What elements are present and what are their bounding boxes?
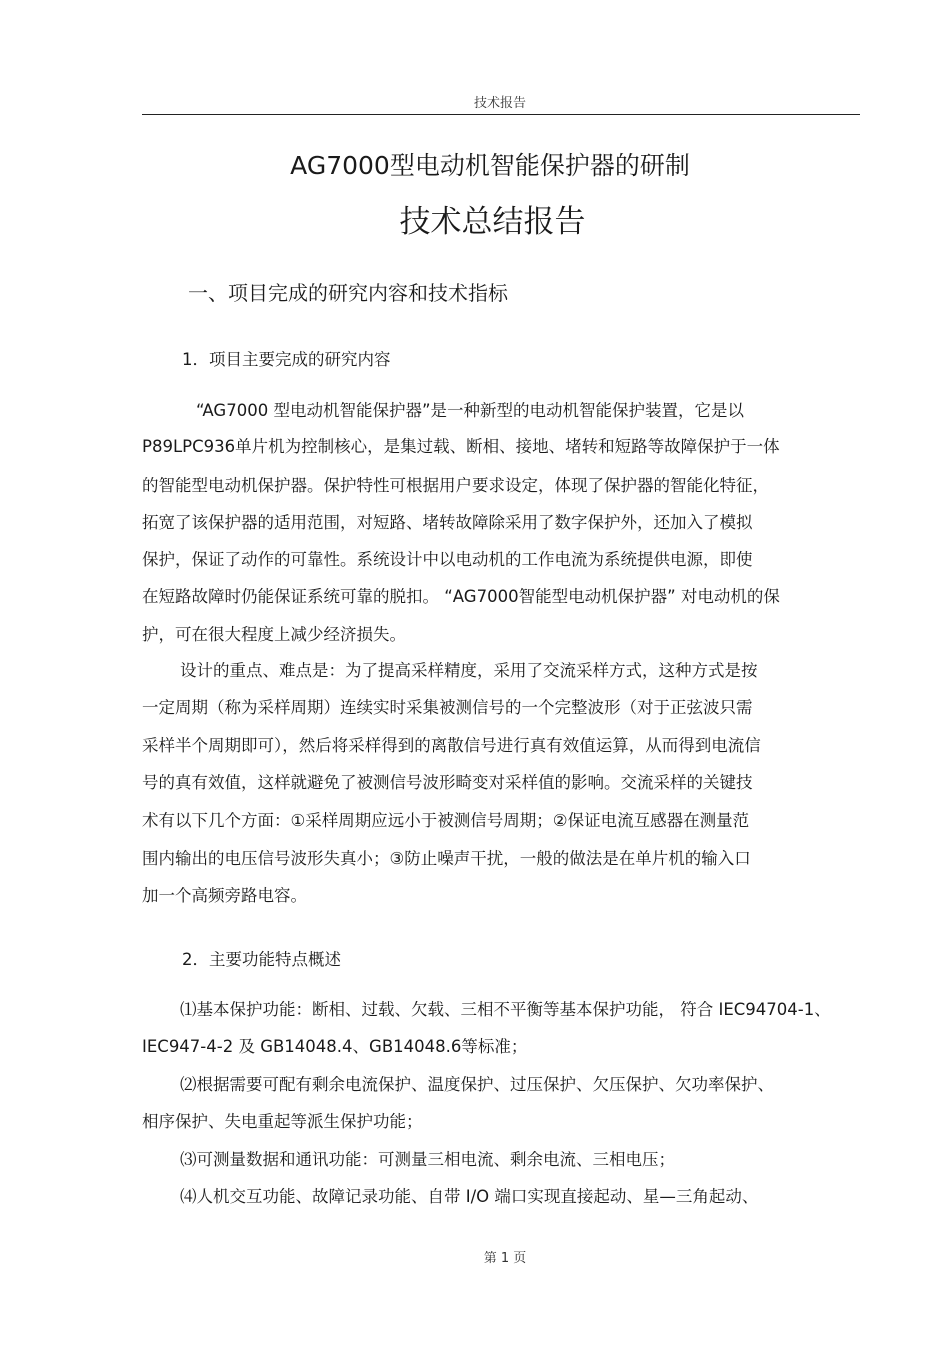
subsection-heading-1: 1．项目主要完成的研究内容 — [182, 350, 391, 369]
header-divider — [142, 114, 860, 115]
list-item: 相序保护、失电重起等派生保护功能； — [142, 1112, 423, 1131]
document-subtitle: 技术总结报告 — [399, 204, 586, 240]
paragraph-line: 加一个高频旁路电容。 — [142, 886, 307, 905]
paragraph-line: 保护，保证了动作的可靠性。系统设计中以电动机的工作电流为系统提供电源，即使 — [142, 550, 753, 569]
paragraph-line: 设计的重点、难点是：为了提高采样精度，采用了交流采样方式，这种方式是按 — [180, 661, 758, 680]
list-item: ⑴基本保护功能：断相、过载、欠载、三相不平衡等基本保护功能， 符合 IEC94704-1、 — [180, 1000, 831, 1019]
paragraph-line: 拓宽了该保护器的适用范围，对短路、堵转故障除采用了数字保护外，还加入了模拟 — [142, 513, 753, 532]
paragraph-line: “AG7000 型电动机智能保护器”是一种新型的电动机智能保护装置，它是以 — [196, 401, 744, 420]
paragraph-line: 采样半个周期即可），然后将采样得到的离散信号进行真有效值运算，从而得到电流信 — [142, 736, 761, 755]
paragraph-line: 的智能型电动机保护器。保护特性可根据用户要求设定，体现了保护器的智能化特征， — [142, 476, 769, 495]
document-title: AG7000型电动机智能保护器的研制 — [290, 151, 690, 180]
paragraph-line: P89LPC936单片机为控制核心，是集过载、断相、接地、堵转和短路等故障保护于一体 — [142, 437, 780, 456]
list-item: IEC947-4-2 及 GB14048.4、GB14048.6等标准； — [142, 1037, 528, 1056]
paragraph-line: 号的真有效值，这样就避免了被测信号波形畸变对采样值的影响。交流采样的关键技 — [142, 773, 753, 792]
paragraph-line: 在短路故障时仍能保证系统可靠的脱扣。 “AG7000智能型电动机保护器” 对电动机的保 — [142, 587, 780, 606]
paragraph-line: 术有以下几个方面：①采样周期应远小于被测信号周期；②保证电流互感器在测量范 — [142, 811, 750, 830]
list-item: ⑷人机交互功能、故障记录功能、自带 I/O 端口实现直接起动、星—三角起动、 — [180, 1187, 759, 1206]
list-item: ⑶可测量数据和通讯功能：可测量三相电流、剩余电流、三相电压； — [180, 1150, 675, 1169]
subsection-heading-2: 2．主要功能特点概述 — [182, 950, 341, 969]
list-item: ⑵根据需要可配有剩余电流保护、温度保护、过压保护、欠压保护、欠功率保护、 — [180, 1075, 774, 1094]
section-heading: 一、项目完成的研究内容和技术指标 — [188, 281, 508, 305]
page-number: 第 1 页 — [483, 1251, 527, 1266]
paragraph-line: 护，可在很大程度上减少经济损失。 — [142, 625, 406, 644]
paragraph-line: 围内输出的电压信号波形失真小；③防止噪声干扰，一般的做法是在单片机的输入口 — [142, 849, 751, 868]
paragraph-line: 一定周期（称为采样周期）连续实时采集被测信号的一个完整波形（对于正弦波只需 — [142, 698, 753, 717]
page-header: 技术报告 — [473, 96, 526, 111]
